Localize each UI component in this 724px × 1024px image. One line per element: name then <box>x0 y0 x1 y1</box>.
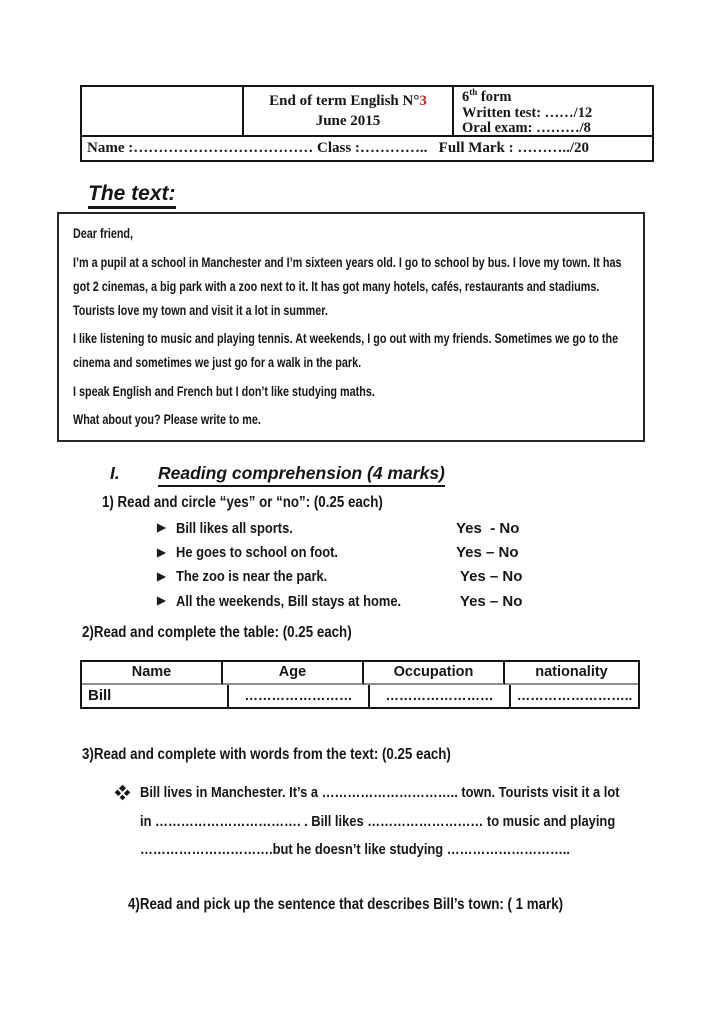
statement: Bill likes all sports. <box>176 519 293 537</box>
arrowhead-bullet-icon <box>156 522 167 534</box>
fill-in-line: ………………………….but he doesn’t like studying ……………………….. <box>140 841 571 858</box>
statement: All the weekends, Bill stays at home. <box>176 592 402 610</box>
section-title: Reading comprehension (4 marks) <box>158 463 445 487</box>
reading-text-content <box>73 222 633 432</box>
exam-date: June 2015 <box>315 113 381 129</box>
exam-info-cell <box>454 87 652 135</box>
header-row-1 <box>82 87 652 135</box>
diamond-bullet-icon <box>115 785 131 801</box>
table-cell-blank: …………………… <box>229 685 370 707</box>
question-4-title <box>128 896 634 914</box>
fill-in-paragraph <box>140 779 698 865</box>
arrowhead-bullet-icon <box>156 595 167 607</box>
table-cell-name: Bill <box>82 685 229 707</box>
question-3-title-label: 3)Read and complete with words from the text: (0.25 each) <box>82 746 451 763</box>
fill-in-line: in ……………………………. . Bill likes ……………………… to music and playing <box>140 812 616 830</box>
text-paragraph: I’m a pupil at a school in Manchester and I’m sixteen years old. I go to school by bus. I love my town. It has got 2 cinemas, a big park with a zoo next to it. It has got many hotels, cafés, restaurants and stadiums. Tourists love my town and visit it a lot in summer. <box>73 254 622 318</box>
grade-ordinal: th <box>469 87 478 98</box>
exam-number: 3 <box>419 93 427 109</box>
question-3-title <box>82 746 511 764</box>
yes-no-item <box>156 565 556 589</box>
grade-number: 6 <box>462 89 470 105</box>
yes-no-item <box>156 516 556 540</box>
grade-label: form <box>477 89 512 105</box>
name-class-mark-line: Name :……………………………… Class :………….. Full Mark : ………../20 <box>82 135 652 160</box>
column-header: nationality <box>505 662 638 685</box>
fill-in-line: Bill lives in Manchester. It’s a ………………………….. town. Tourists visit it a lot <box>140 784 620 801</box>
yes-no-item <box>156 589 556 613</box>
question-1-title-label: 1) Read and circle “yes” or “no”: (0.25 each) <box>102 494 383 511</box>
table-cell-blank: …………………… <box>370 685 511 707</box>
yes-no-choices: Yes – No <box>456 568 523 586</box>
yes-no-choices: Yes - No <box>456 519 520 537</box>
question-2-title-label: 2)Read and complete the table: (0.25 each) <box>82 624 352 641</box>
arrowhead-bullet-icon <box>156 571 167 583</box>
grade-line <box>462 87 652 106</box>
text-paragraph: I speak English and French but I don’t like studying maths. <box>73 383 375 399</box>
completion-table-header-row <box>82 662 638 685</box>
question-4-title-label: 4)Read and pick up the sentence that describes Bill’s town: ( 1 mark) <box>128 896 564 913</box>
yes-no-choices: Yes – No <box>456 544 519 562</box>
yes-no-list <box>156 516 556 614</box>
completion-table <box>80 660 640 709</box>
yes-no-item <box>156 540 556 564</box>
text-paragraph: What about you? Please write to me. <box>73 412 261 427</box>
oral-exam-line: Oral exam: ………/8 <box>462 120 591 136</box>
section-reading-heading <box>110 463 445 487</box>
question-2-title <box>82 624 396 642</box>
section-numeral: I. <box>110 463 120 483</box>
written-test-line: Written test: ……/12 <box>462 104 593 121</box>
column-header: Age <box>223 662 364 685</box>
table-cell-blank: …………………….. <box>516 688 633 703</box>
text-section-heading-label: The text: <box>88 182 176 209</box>
header-empty-cell <box>82 87 244 135</box>
statement: He goes to school on foot. <box>176 544 338 562</box>
exam-title-cell <box>244 87 454 135</box>
reading-text-box <box>57 212 645 442</box>
salutation: Dear friend, <box>73 226 134 241</box>
statement: The zoo is near the park. <box>176 568 328 586</box>
completion-table-data-row <box>82 685 638 707</box>
column-header: Occupation <box>364 662 505 685</box>
exam-title-text: End of term English N° <box>269 93 420 109</box>
text-paragraph: I like listening to music and playing tennis. At weekends, I go out with my friends. Sometimes we go to the cinema and sometimes we just go for a walk in the park. <box>73 331 619 370</box>
exam-header-table <box>80 85 654 162</box>
yes-no-choices: Yes – No <box>456 592 523 610</box>
text-section-heading <box>88 182 176 206</box>
column-header: Name <box>82 662 223 685</box>
exam-title <box>244 91 452 111</box>
question-1-title <box>102 494 428 512</box>
arrowhead-bullet-icon <box>156 547 167 559</box>
